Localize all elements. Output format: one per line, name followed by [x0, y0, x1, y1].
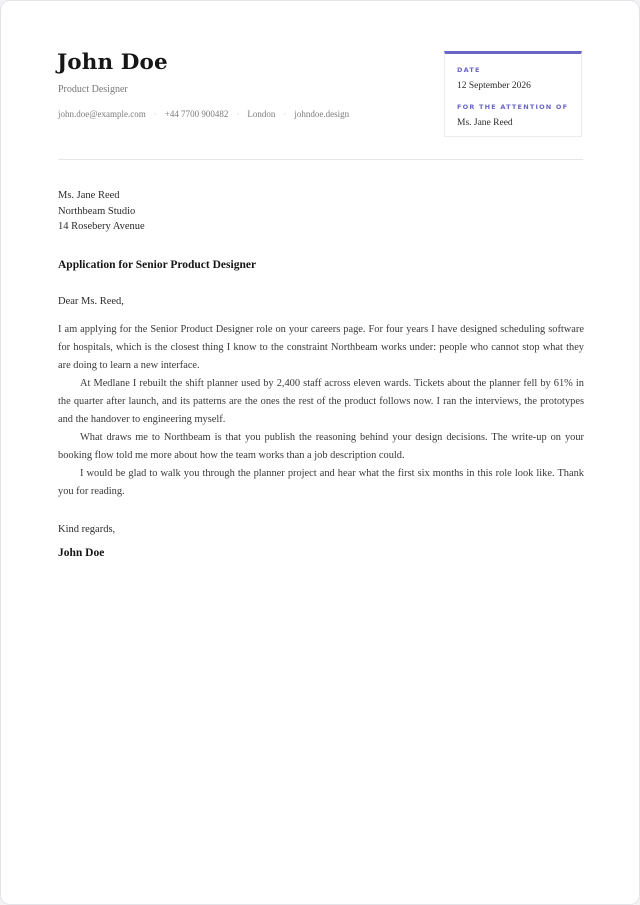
recipient-address: 14 Rosebery Avenue	[58, 221, 145, 232]
attention-value: Ms. Jane Reed	[457, 118, 513, 128]
contact-location: London	[247, 109, 276, 119]
letter-subject: Application for Senior Product Designer	[58, 259, 257, 271]
contact-line	[58, 109, 349, 119]
recipient-name: Ms. Jane Reed	[58, 190, 120, 201]
contact-separator: ·	[283, 109, 287, 119]
letter-body	[58, 321, 584, 501]
contact-phone[interactable]: +44 7700 900482	[164, 109, 229, 119]
contact-separator: ·	[236, 109, 240, 119]
recipient-address-block	[58, 188, 145, 235]
applicant-role: Product Designer	[58, 84, 128, 95]
date-value: 12 September 2026	[457, 81, 531, 91]
letter-meta-box	[444, 51, 582, 137]
letter-salutation: Dear Ms. Reed,	[58, 296, 124, 307]
header-divider	[58, 159, 583, 160]
letter-signature: John Doe	[58, 547, 105, 559]
recipient-company: Northbeam Studio	[58, 205, 136, 217]
body-paragraph: What draws me to Northbeam is that you publish the reasoning behind your design decisions. The write-up on your booking flow told me more about how the team works than a job description could.	[58, 432, 584, 461]
contact-email[interactable]: john.doe@example.com	[58, 109, 146, 119]
attention-label: FOR THE ATTENTION OF	[457, 103, 569, 111]
contact-website[interactable]: johndoe.design	[294, 109, 350, 119]
body-paragraph: At Medlane I rebuilt the shift planner used by 2,400 staff across eleven wards. Tickets about the planner fell by 61% in the quarter after launch, and its patterns are the ones the rest of the product follows now. I ran the interviews, the prototypes and the handover to engineering myself.	[58, 378, 584, 425]
applicant-name: John Doe	[57, 50, 168, 75]
date-label: DATE	[457, 66, 481, 74]
body-paragraph: I would be glad to walk you through the planner project and hear what the first six months in this role look like. Thank you for reading.	[58, 468, 584, 497]
body-paragraph: I am applying for the Senior Product Designer role on your careers page. For four years I have designed scheduling software for hospitals, which is the closest thing I know to the constraint Northbeam works under: people who cannot stop what they are doing to learn a new interface.	[58, 324, 584, 371]
letter-closing: Kind regards,	[58, 524, 116, 535]
contact-separator: ·	[153, 109, 157, 119]
